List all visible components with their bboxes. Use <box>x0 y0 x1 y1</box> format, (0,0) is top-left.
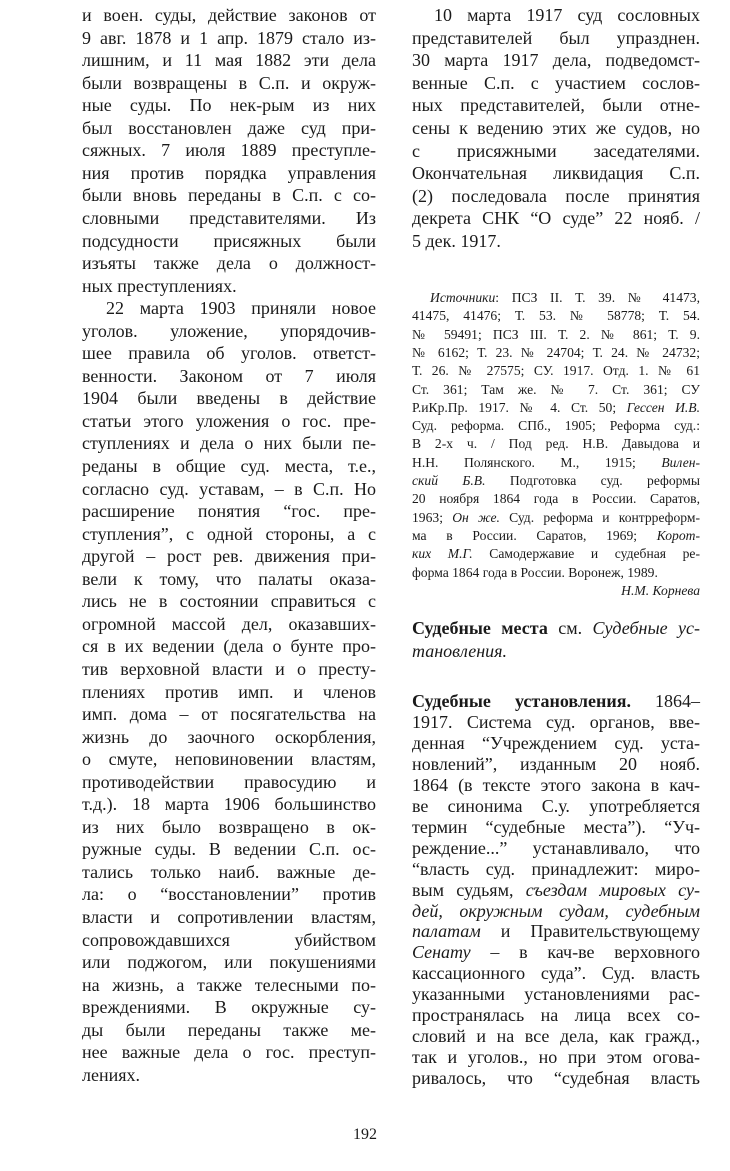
text-line: 30 марта 1917 дела, подведомст- <box>412 50 700 71</box>
text-line: сены к ведению этих же судов, но <box>412 118 700 138</box>
text-segment: см. <box>547 618 593 638</box>
left-column <box>82 0 376 1100</box>
text-line: ружные суды. В ведении С.п. ос- <box>82 839 376 860</box>
text-line: лениях. <box>82 1064 141 1085</box>
text-line: венные С.п. с участием сослов- <box>412 72 700 93</box>
text-line: 22 марта 1903 приняли новое <box>106 298 376 319</box>
text-line: новлений”, изданным 20 нояб. <box>412 753 700 774</box>
text-line: лишним, и 11 мая 1882 эти дела <box>82 50 376 71</box>
text-line: 9 авг. 1878 и 1 апр. 1879 стало из- <box>82 27 376 48</box>
text-line: или поджогом, или покушениями <box>82 952 376 973</box>
text-line: Т. 26. № 27575; СУ. 1917. Отд. 1. № 61 <box>412 363 700 379</box>
text-line: В 2-х ч. / Под ред. Н.В. Давыдова и <box>412 436 700 452</box>
text-line: реданы в общие суд. места, т.е., <box>82 456 376 476</box>
text-line: представителей был упразднен. <box>412 27 700 48</box>
text-line: 10 марта 1917 суд сословных <box>434 5 700 25</box>
text-line: о смуте, неповиновении властям, <box>82 749 376 770</box>
italic-text: Вилен- <box>661 454 700 470</box>
text-line: другой – рост рев. движения при- <box>82 546 376 567</box>
text-line: тались только наиб. важные де- <box>82 861 376 882</box>
italic-text: ский Б.В. <box>412 473 486 488</box>
text-line: ния против порядка управления <box>82 162 376 183</box>
text-line: венности. Законом от 7 июля <box>82 365 376 386</box>
text-line: имп. дома – от посягательства на <box>82 704 376 725</box>
italic-text: ких М.Г. <box>412 546 473 562</box>
text-segment: – в кач-ве верховного <box>470 942 700 963</box>
text-line: жизнь до заочного оскорбления, <box>82 726 376 747</box>
text-line: вреждениями. В окружные су- <box>82 997 376 1018</box>
text-line: власти и сопротивлении властям, <box>82 907 376 927</box>
italic-text: Гессен И.В. <box>626 399 700 415</box>
text-line: согласно суд. уставам, – в С.п. Но <box>82 478 376 499</box>
text-segment: Р.иКр.Пр. 1917. № 4. Ст. 50; <box>412 399 627 415</box>
text-line: из них было возвращено в ок- <box>82 816 376 837</box>
text-line: ривалось, что “судебная власть <box>412 1068 700 1089</box>
text-line <box>412 942 700 963</box>
italic-text: палатам <box>412 921 481 942</box>
text-line: ся в их ведении (дела о бунте про- <box>82 636 376 657</box>
text-line: кассационного суда”. Суд. власть <box>412 963 700 984</box>
text-line: пространялась на лица всех со- <box>412 1005 700 1026</box>
text-line <box>412 880 700 901</box>
text-line: с присяжными заседателями. <box>412 140 700 161</box>
text-line: № 6162; Т. 23. № 24704; Т. 24. № 24732; <box>412 344 700 360</box>
entry-sudebnye-ustanovleniya <box>412 0 700 1100</box>
text-line: “власть суд. принадлежит: миро- <box>412 858 700 879</box>
author-signature: Н.М. Корнева <box>621 583 700 598</box>
text-line: ступлениях и дела о них были пе- <box>82 433 376 454</box>
italic-text: съездам мировых су- <box>525 879 700 900</box>
text-segment: Самодержавие и судебная ре- <box>472 546 700 562</box>
text-line: шее правила об уголов. ответст- <box>82 343 376 364</box>
text-segment: Подготовка суд. реформы <box>485 473 700 488</box>
text-line: словий и на все дела, как гражд., <box>412 1026 700 1047</box>
text-segment: 1864– <box>630 691 700 711</box>
text-line: уголов. уложение, упорядочив- <box>82 320 376 341</box>
text-segment: вым судьям, <box>412 879 526 900</box>
text-segment: Суд. реформа и контрреформ- <box>499 509 700 525</box>
text-line: 20 ноября 1864 года в России. Саратов, <box>412 491 700 507</box>
text-line: противодействии правосудию и <box>82 771 376 792</box>
text-line: 1904 были введены в действие <box>82 388 376 409</box>
text-line: огромной массой дел, оказавших- <box>82 613 376 634</box>
text-line: словными представителями. Из <box>82 207 376 228</box>
italic-text: Он же. <box>452 509 500 525</box>
entry-heading: Судебные места <box>412 618 548 638</box>
text-line: ды были переданы также ме- <box>82 1019 376 1040</box>
text-line: ных преступлениях. <box>82 275 237 296</box>
italic-text: Судебные ус- <box>592 618 700 638</box>
text-line: 41475, 41476; Т. 53. № 58778; Т. 54. <box>412 308 700 324</box>
text-line: Ст. 361; Там же. № 7. Ст. 361; СУ <box>412 381 700 397</box>
page-number: 192 <box>353 1126 377 1143</box>
text-line: вели к тому, что палаты оказа- <box>82 568 376 589</box>
text-line: Окончательная ликвидация С.п. <box>412 163 700 184</box>
text-line: декрета СНК “О суде” 22 нояб. / <box>412 208 700 229</box>
text-line: плениях против имп. и членов <box>82 681 376 702</box>
text-line: ве синонима С.у. употребляется <box>412 795 700 816</box>
text-line <box>412 691 700 712</box>
text-line: сопровождавшихся убийством <box>82 929 376 950</box>
text-line: реждение...” устанавливало, что <box>412 837 700 858</box>
text-line <box>412 921 700 942</box>
text-line: (2) последовала после принятия <box>412 185 700 206</box>
text-line: изъяты также дела о должност- <box>82 253 376 274</box>
text-line: ные суды. По нек-рым из них <box>82 95 376 116</box>
text-line: термин “судебные места”). “Уч- <box>412 816 700 837</box>
text-segment: и Правительствующему <box>480 921 700 942</box>
text-line: 1917. Система суд. органов, вве- <box>412 711 700 732</box>
text-line: сяжных. 7 июля 1889 преступле- <box>82 140 376 161</box>
text-line: лись не в состоянии справиться с <box>82 591 376 612</box>
italic-text: Корот- <box>656 527 700 543</box>
text-line: на жизнь, а также телесными по- <box>82 974 376 995</box>
text-line: указанными установлениями рас- <box>412 984 700 1005</box>
text-line: форма 1864 года в России. Воронеж, 1989. <box>412 564 658 580</box>
text-line: ла: о “восстановлении” против <box>82 884 376 905</box>
text-line: подсудности присяжных были <box>82 230 376 251</box>
text-line: денная “Учреждением суд. уста- <box>412 732 700 753</box>
text-line: были возвращены в С.п. и окруж- <box>82 72 376 93</box>
text-line: и воен. суды, действие законов от <box>82 5 376 25</box>
text-line: ступления”, с одной стороны, а с <box>82 523 376 544</box>
text-line: нее важные дела о гос. преступ- <box>82 1042 376 1063</box>
text-segment: Н.Н. Полянского. М., 1915; <box>412 454 662 470</box>
text-line: № 59491; ПСЗ III. Т. 2. № 861; Т. 9. <box>412 326 700 342</box>
text-segment: 1963; <box>412 509 453 525</box>
text-line: 1864 (в тексте этого закона в кач- <box>412 774 700 795</box>
text-line: 5 дек. 1917. <box>412 231 501 251</box>
text-line: статьи этого уложения о гос. пре- <box>82 410 376 431</box>
text-line: т.д.). 18 марта 1906 большинство <box>82 794 376 815</box>
italic-text: тановления. <box>412 640 508 661</box>
entry-heading: Судебные установления. <box>412 691 631 711</box>
italic-text: Сенату <box>412 942 471 963</box>
text-line: были вновь переданы в С.п. с со- <box>82 185 376 206</box>
text-line <box>412 901 700 922</box>
text-line: Суд. реформа. СПб., 1905; Реформа суд.: <box>412 418 700 434</box>
text-line: тив верховной власти и о престу- <box>82 658 376 679</box>
italic-text: дей, окружным судам, судебным <box>412 900 700 921</box>
text-line: был восстановлен даже суд при- <box>82 117 376 138</box>
italic-text: Источники <box>430 290 496 305</box>
text-line: расширение понятия “гос. пре- <box>82 501 376 522</box>
text-line: так и уголов., но при этом огова- <box>412 1047 700 1068</box>
text-segment: ма в России. Саратов, 1969; <box>412 527 657 543</box>
text-line: ных представителей, были отне- <box>412 95 700 116</box>
text-segment: : ПСЗ II. Т. 39. № 41473, <box>495 290 700 305</box>
